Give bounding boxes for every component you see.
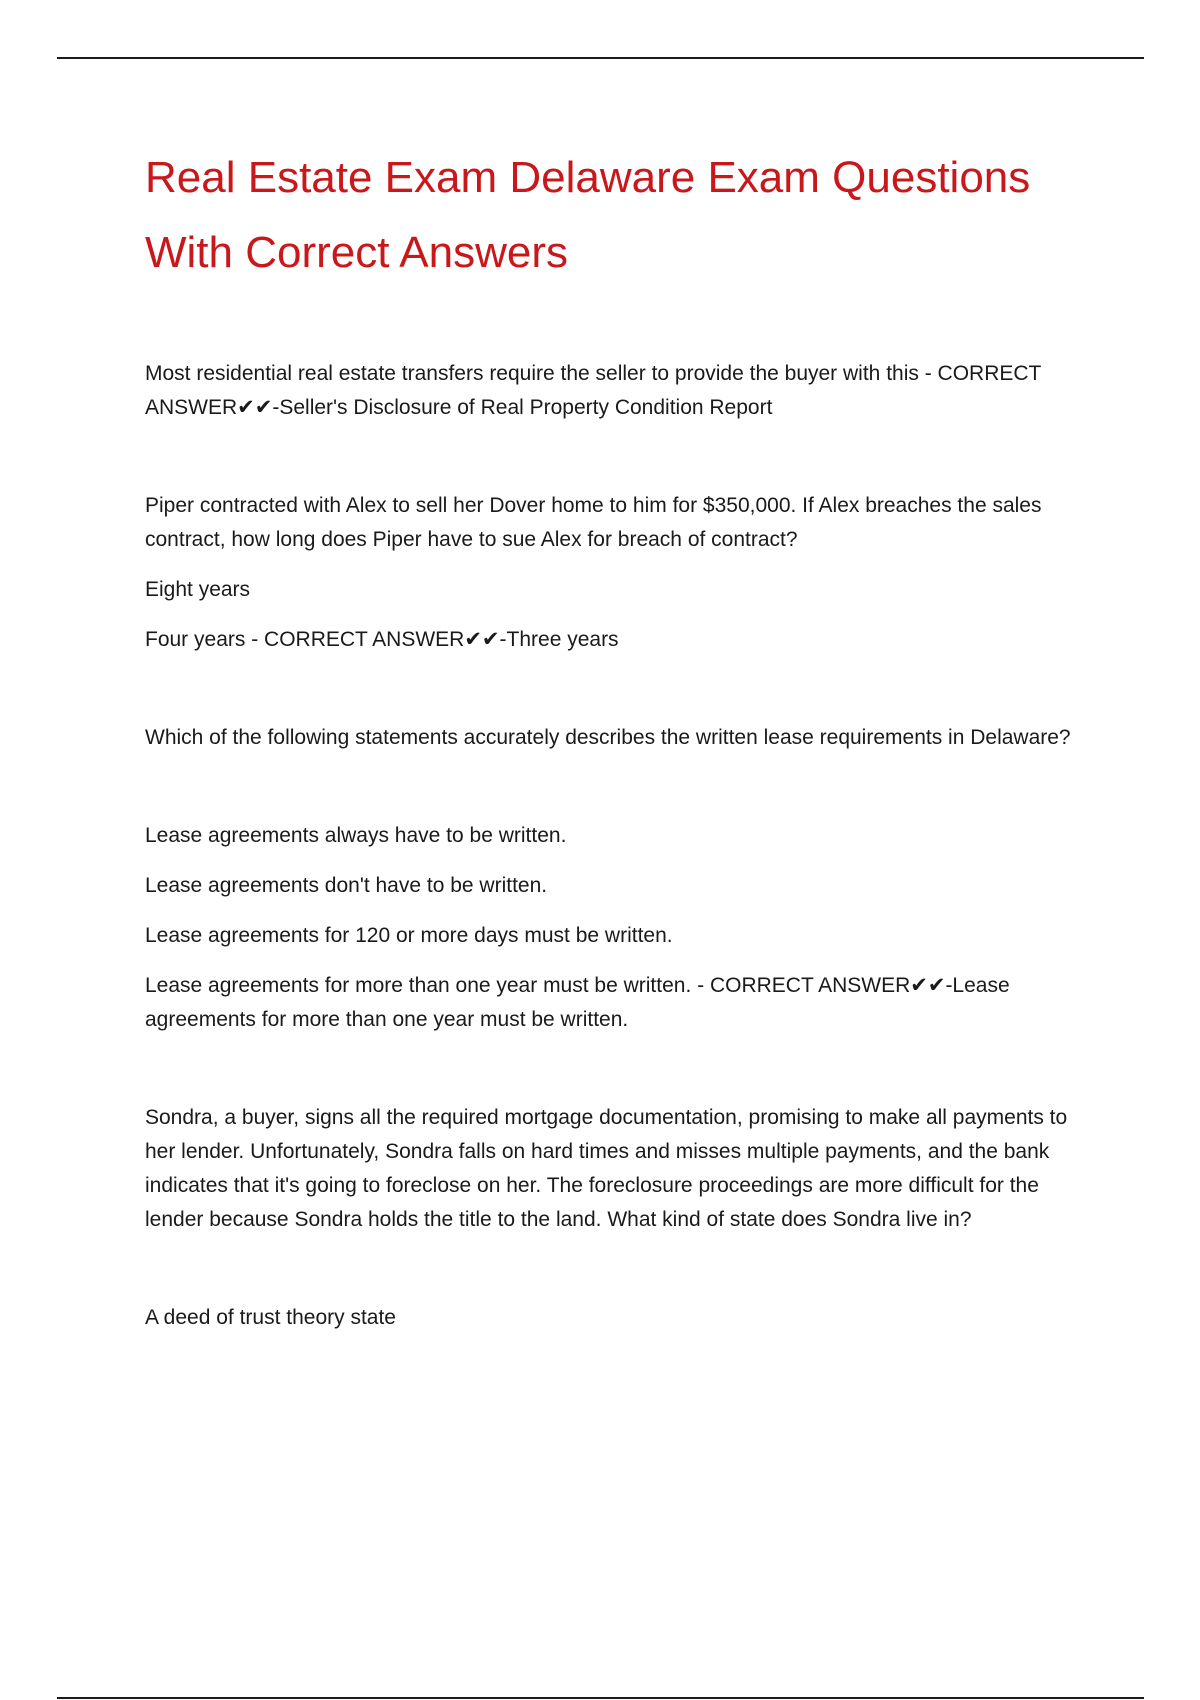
page-title: Real Estate Exam Delaware Exam Questions With Correct Answers xyxy=(145,153,1031,277)
question-block xyxy=(145,1101,1095,1237)
question-block xyxy=(145,721,1095,755)
top-rule xyxy=(57,57,1144,59)
question-text: Most residential real estate transfers require the seller to provide the buyer with this - CORRECT ANSWER✔✔-Seller's Disclosure of Real Property Condition Report xyxy=(145,362,1041,419)
answer-option: A deed of trust theory state xyxy=(145,1306,396,1329)
question-block xyxy=(145,489,1095,657)
answer-option: Four years - CORRECT ANSWER✔✔-Three years xyxy=(145,628,619,651)
document-body xyxy=(145,357,1095,1335)
question-text: Which of the following statements accurately describes the written lease requirements in Delaware? xyxy=(145,726,1071,749)
answer-option: Lease agreements always have to be written. xyxy=(145,824,567,847)
answer-block xyxy=(145,1301,1095,1335)
answer-option: Lease agreements don't have to be written. xyxy=(145,874,548,897)
answer-option: Lease agreements for 120 or more days must be written. xyxy=(145,924,673,947)
answer-option: Eight years xyxy=(145,578,251,601)
question-block xyxy=(145,357,1095,425)
answer-options-block xyxy=(145,819,1095,1037)
question-text: Piper contracted with Alex to sell her Dover home to him for $350,000. If Alex breaches the sales contract, how long does Piper have to sue Alex for breach of contract? xyxy=(145,494,1042,551)
bottom-rule xyxy=(57,1697,1144,1699)
answer-option: Lease agreements for more than one year must be written. - CORRECT ANSWER✔✔-Lease agreements for more than one year must be written. xyxy=(145,974,1010,1031)
question-text: Sondra, a buyer, signs all the required mortgage documentation, promising to make all payments to her lender. Unfortunately, Sondra falls on hard times and misses multiple payments, and the bank indicates that it's going to foreclose on her. The foreclosure proceedings are more difficult for the lender because Sondra holds the title to the land. What kind of state does Sondra live in? xyxy=(145,1106,1068,1231)
